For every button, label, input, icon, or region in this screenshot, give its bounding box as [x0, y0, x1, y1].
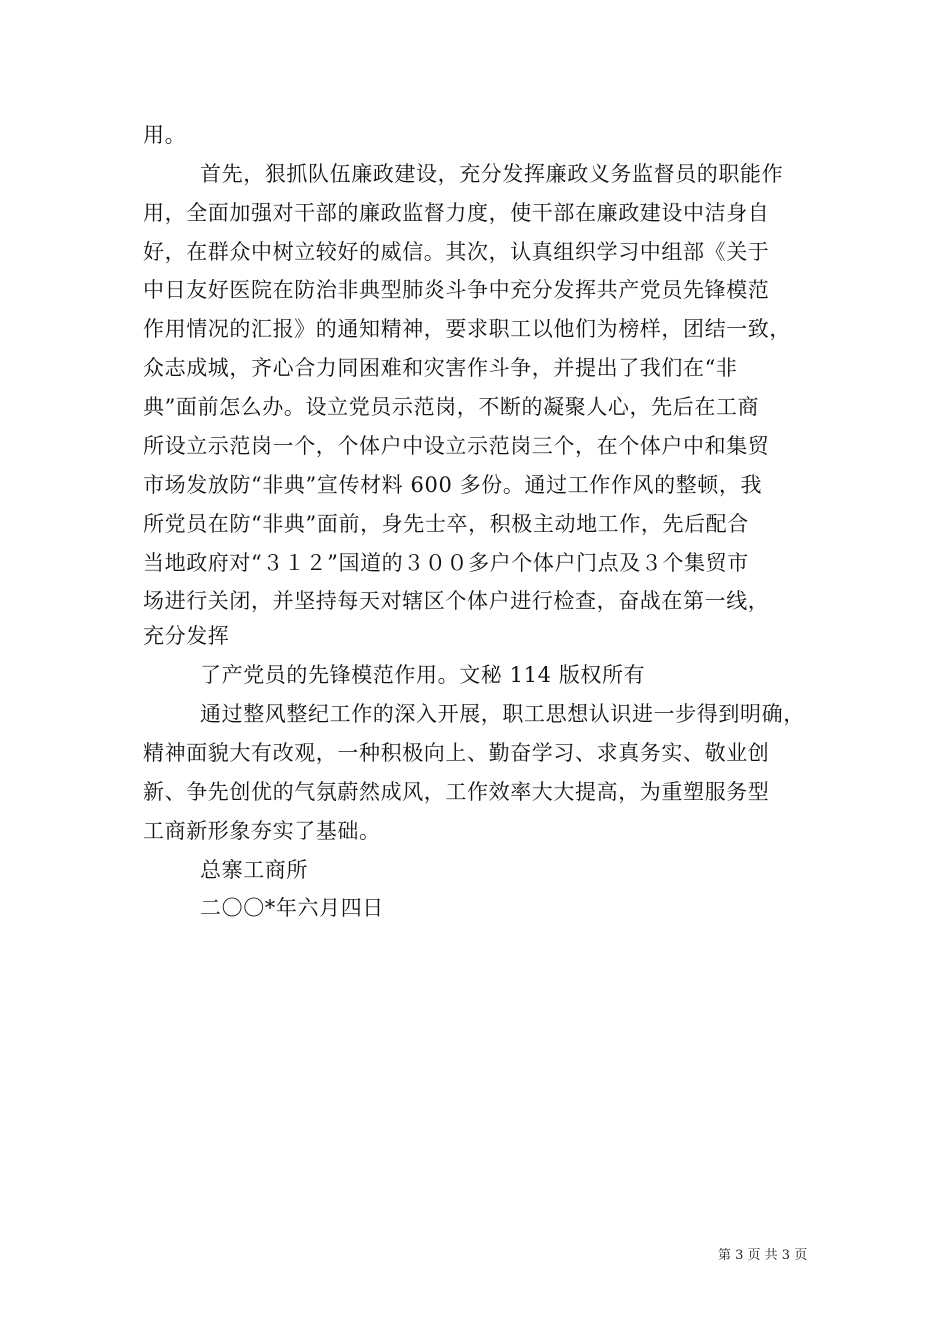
page-indicator: 第 3 页 共 3 页	[718, 1248, 808, 1263]
text-line: 通过整风整纪工作的深入开展，职工思想认识进一步得到明确，	[200, 702, 805, 726]
text-line: 用，全面加强对干部的廉政监督力度，使干部在廉政建设中洁身自	[143, 201, 770, 225]
signature-date: 二〇〇*年六月四日	[200, 896, 384, 920]
text-line: 市场发放防“非典”宣传材料 600 多份。通过工作作风的整顿，我	[143, 473, 763, 497]
text-line: 首先，狠抓队伍廉政建设，充分发挥廉政义务监督员的职能作	[200, 162, 784, 186]
text-line: 工商新形象夯实了基础。	[143, 819, 381, 843]
text-line: 作用情况的汇报》的通知精神，要求职工以他们为榜样，团结一致，	[143, 317, 791, 341]
text-line: 典”面前怎么办。设立党员示范岗，不断的凝聚人心，先后在工商	[143, 395, 760, 419]
text-line: 好，在群众中树立较好的威信。其次，认真组织学习中组部《关于	[143, 240, 770, 264]
signature-org: 总寨工商所	[200, 858, 308, 882]
text-line: 场进行关闭，并坚持每天对辖区个体户进行检查，奋战在第一线，	[143, 589, 770, 613]
text-line: 用。	[143, 123, 187, 147]
text-line: 新、争先创优的气氛蔚然成风，工作效率大大提高，为重塑服务型	[143, 780, 770, 804]
text-line: 所党员在防“非典”面前，身先士卒，积极主动地工作，先后配合	[143, 512, 749, 536]
text-line: 众志成城，齐心合力同困难和灾害作斗争，并提出了我们在“非	[143, 356, 738, 380]
text-line: 精神面貌大有改观，一种积极向上、勤奋学习、求真务实、敬业创	[143, 741, 770, 765]
text-line: 中日友好医院在防治非典型肺炎斗争中充分发挥共产党员先锋模范	[143, 278, 770, 302]
text-line: 充分发挥	[143, 624, 230, 648]
text-line: 当地政府对“３１２”国道的３００多户个体户门点及３个集贸市	[143, 551, 749, 575]
text-line: 所设立示范岗一个，个体户中设立示范岗三个，在个体户中和集贸	[143, 434, 770, 458]
text-line: 了产党员的先锋模范作用。文秘 114 版权所有	[200, 663, 646, 687]
